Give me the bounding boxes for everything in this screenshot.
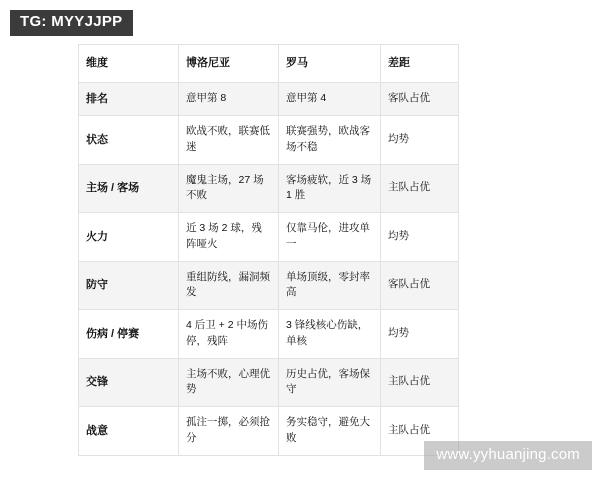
column-header-gap: 差距 xyxy=(381,45,459,83)
cell-team-b: 历史占优，客场保守 xyxy=(279,358,381,407)
cell-team-b: 联赛强势，欧战客场不稳 xyxy=(279,116,381,165)
table-row xyxy=(79,213,459,262)
cell-dimension: 主场 / 客场 xyxy=(79,164,179,213)
site-watermark: www.yyhuanjing.com xyxy=(424,441,592,471)
table-row xyxy=(79,310,459,359)
table-row xyxy=(79,261,459,310)
cell-team-a: 意甲第 8 xyxy=(179,82,279,116)
column-header-dimension: 维度 xyxy=(79,45,179,83)
cell-dimension: 火力 xyxy=(79,213,179,262)
telegram-badge: TG: MYYJJPP xyxy=(10,10,133,36)
comparison-table xyxy=(78,44,459,456)
table-row xyxy=(79,116,459,165)
cell-dimension: 排名 xyxy=(79,82,179,116)
cell-dimension: 状态 xyxy=(79,116,179,165)
table-header-row xyxy=(79,45,459,83)
cell-gap: 均势 xyxy=(381,310,459,359)
table-header xyxy=(79,45,459,83)
cell-team-b: 客场疲软，近 3 场 1 胜 xyxy=(279,164,381,213)
cell-gap: 主队占优 xyxy=(381,358,459,407)
cell-team-a: 重组防线，漏洞频发 xyxy=(179,261,279,310)
cell-gap: 主队占优 xyxy=(381,407,459,456)
comparison-table-container xyxy=(78,44,458,456)
table-row xyxy=(79,358,459,407)
cell-dimension: 战意 xyxy=(79,407,179,456)
column-header-team-a: 博洛尼亚 xyxy=(179,45,279,83)
table-row xyxy=(79,407,459,456)
table-row xyxy=(79,82,459,116)
cell-gap: 均势 xyxy=(381,213,459,262)
cell-team-a: 近 3 场 2 球，残阵哑火 xyxy=(179,213,279,262)
cell-team-a: 主场不败，心理优势 xyxy=(179,358,279,407)
cell-dimension: 伤病 / 停赛 xyxy=(79,310,179,359)
cell-gap: 客队占优 xyxy=(381,261,459,310)
cell-team-b: 仅靠马伦，进攻单一 xyxy=(279,213,381,262)
cell-team-b: 意甲第 4 xyxy=(279,82,381,116)
cell-team-a: 孤注一掷，必须抢分 xyxy=(179,407,279,456)
cell-team-b: 务实稳守，避免大败 xyxy=(279,407,381,456)
cell-gap: 均势 xyxy=(381,116,459,165)
column-header-team-b: 罗马 xyxy=(279,45,381,83)
cell-gap: 客队占优 xyxy=(381,82,459,116)
cell-team-a: 魔鬼主场，27 场不败 xyxy=(179,164,279,213)
cell-dimension: 防守 xyxy=(79,261,179,310)
table-row xyxy=(79,164,459,213)
cell-team-b: 单场顶级，零封率高 xyxy=(279,261,381,310)
cell-team-a: 4 后卫 + 2 中场伤停，残阵 xyxy=(179,310,279,359)
cell-gap: 主队占优 xyxy=(381,164,459,213)
cell-team-a: 欧战不败，联赛低迷 xyxy=(179,116,279,165)
cell-team-b: 3 锋线核心伤缺，单核 xyxy=(279,310,381,359)
table-body xyxy=(79,82,459,455)
cell-dimension: 交锋 xyxy=(79,358,179,407)
